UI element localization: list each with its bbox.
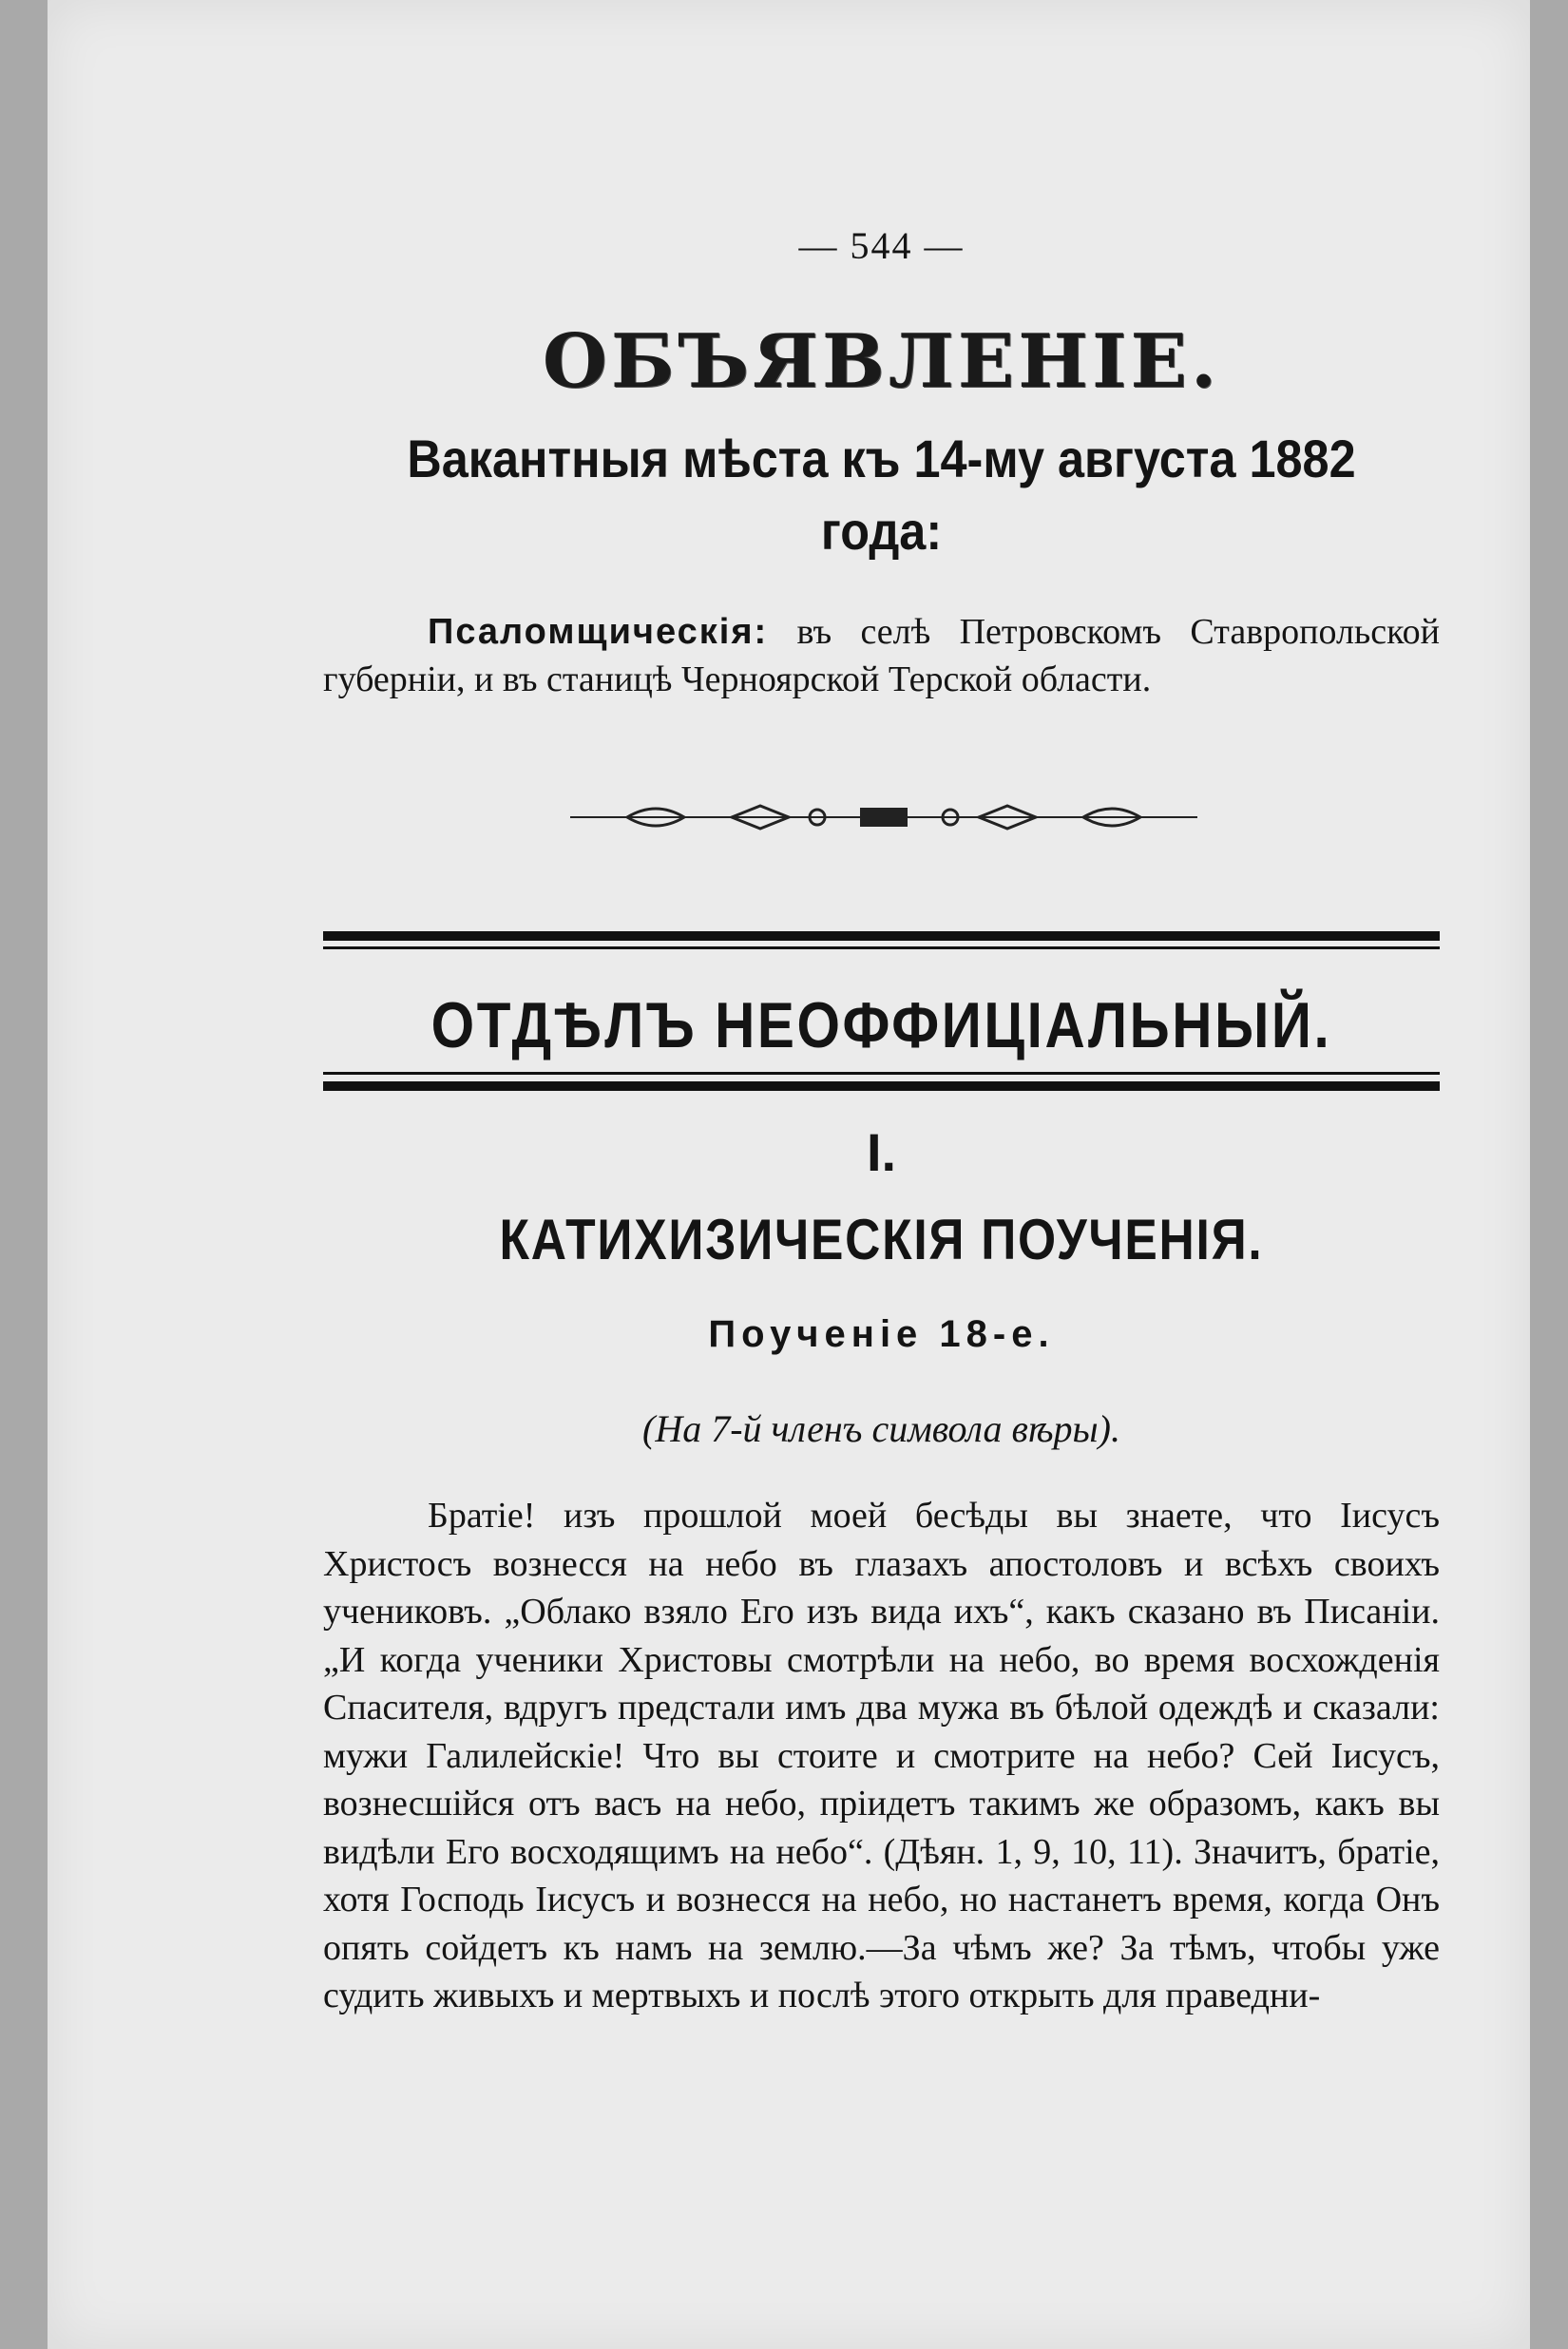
section-rule-top-thin bbox=[323, 946, 1440, 949]
section-rule-bottom bbox=[323, 1081, 1440, 1091]
section-rule-top bbox=[323, 931, 1440, 941]
vacancy-paragraph bbox=[323, 608, 1440, 703]
section-numeral: I. bbox=[866, 1122, 897, 1182]
lesson-title: Поученіе 18-е. bbox=[708, 1313, 1055, 1355]
section-title: ОТДѢЛЪ НЕОФФИЦІАЛЬНЫЙ. bbox=[430, 989, 1332, 1061]
page bbox=[48, 0, 1530, 2349]
section-rule-bottom-thin bbox=[323, 1072, 1440, 1075]
vacancy-text: въ селѣ Петровскомъ Ставропольской губерніи, и въ станицѣ Черноярской Терской области. bbox=[323, 612, 1440, 699]
lessons-heading: КАТИХИЗИЧЕСКІЯ ПОУЧЕНІЯ. bbox=[499, 1208, 1264, 1271]
page-number: — 544 — bbox=[798, 224, 965, 267]
vacancy-title: Вакантныя мѣста къ 14-му августа 1882 года: bbox=[407, 429, 1356, 561]
announcement-heading: ОБЪЯВЛЕНІЕ. bbox=[542, 318, 1221, 405]
vacancy-lead: Псаломщическія: bbox=[428, 612, 769, 652]
lesson-subtitle: (На 7-й членъ символа вѣры). bbox=[642, 1407, 1120, 1450]
ornament-divider bbox=[570, 798, 1197, 836]
body-paragraph: Братіе! изъ прошлой моей бесѣды вы знаете, что Іисусъ Христосъ вознесся на небо въ глазахъ апостоловъ и всѣхъ своихъ учениковъ. „Облако взяло Его изъ вида ихъ“, какъ сказано въ Писаніи. „И когда ученики Христовы смотрѣли на небо, во время восхожденія Спасителя, вдругъ предстали имъ два мужа въ бѣлой одеждѣ и сказали: мужи Галилейскіе! Что вы стоите и смотрите на небо? Сей Іисусъ, вознесшійся отъ васъ на небо, пріидетъ такимъ же образомъ, какъ вы видѣли Его восходящимъ на небо“. (Дѣян. 1, 9, 10, 11). Значитъ, братіе, хотя Господь Іисусъ и вознесся на небо, но настанетъ время, когда Онъ опять сойдетъ къ намъ на землю.—За чѣмъ же? За тѣмъ, чтобы уже судить живыхъ и мертвыхъ и послѣ этого открыть для праведни- bbox=[323, 1496, 1440, 2015]
